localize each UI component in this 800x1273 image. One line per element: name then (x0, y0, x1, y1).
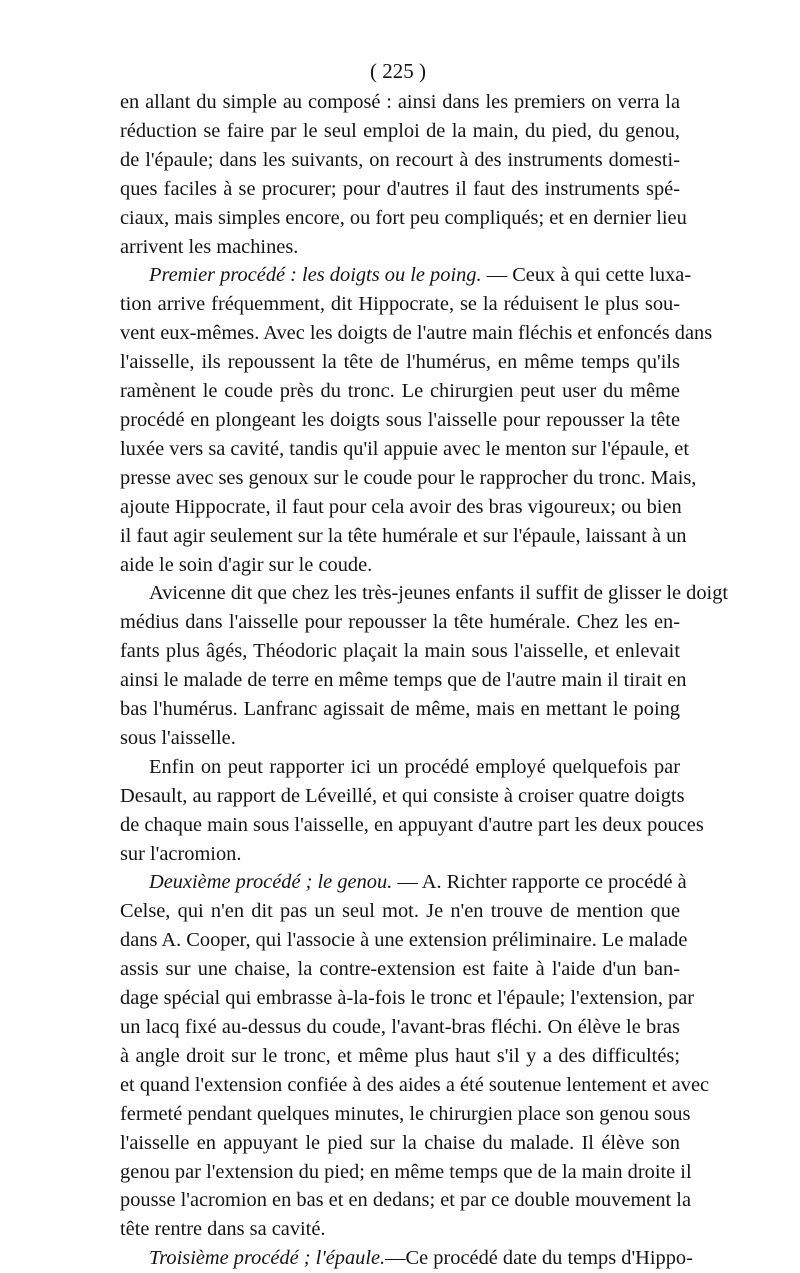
text-line: ciaux, mais simples encore, ou fort peu compliqués; et en dernier lieu (120, 206, 687, 229)
section-heading: Troisième procédé ; l'épaule. (149, 1247, 386, 1270)
text-line: sur l'acromion. (120, 842, 242, 865)
text-line: de chaque main sous l'aisselle, en appuyant d'autre part les deux pouces (120, 813, 704, 836)
text-line: arrivent les machines. (120, 235, 299, 258)
text-line: fermeté pendant quelques minutes, le chirurgien place son genou sous (120, 1102, 691, 1125)
paragraph (120, 579, 729, 752)
text-line: Avicenne dit que chez les très-jeunes enfants il suffit de glisser le doigt (149, 582, 729, 605)
text-line: aide le soin d'agir sur le coude. (120, 553, 373, 576)
text-line: médius dans l'aisselle pour repousser la tête humérale. Chez les en- (120, 611, 680, 634)
text-line: dans A. Cooper, qui l'associe à une extension préliminaire. Le malade (120, 929, 688, 952)
text-line: tête rentre dans sa cavité. (120, 1218, 326, 1241)
text-line: l'aisselle en appuyant le pied sur la chaise du malade. Il élève son (120, 1131, 680, 1154)
text-line: ramènent le coude près du tronc. Le chirurgien peut user du même (120, 380, 680, 403)
paragraph (120, 753, 704, 869)
text-line: l'aisselle, ils repoussent la tête de l'humérus, en même temps qu'ils (120, 351, 680, 374)
text-line: presse avec ses genoux sur le coude pour le rapprocher du tronc. Mais, (120, 466, 697, 489)
text-line: assis sur une chaise, la contre-extension est faite à l'aide d'un ban- (120, 958, 680, 981)
text-line: réduction se faire par le seul emploi de la main, du pied, du genou, (120, 119, 680, 142)
paragraph (120, 88, 687, 261)
text-line: à angle droit sur le tronc, et même plus haut s'il y a des difficultés; (120, 1044, 680, 1067)
book-page (120, 58, 729, 1273)
text-line: Enfin on peut rapporter ici un procédé employé quelquefois par (149, 755, 680, 778)
text-fragment: — A. Richter rapporte ce procédé à (392, 871, 687, 894)
text-line: et quand l'extension confiée à des aides a été soutenue lentement et avec (120, 1073, 710, 1096)
text-line: bas l'humérus. Lanfranc agissait de même, mais en mettant le poing (120, 698, 680, 721)
section-heading: Deuxième procédé ; le genou. (149, 871, 393, 894)
text-line: procédé en plongeant les doigts sous l'aisselle pour repousser la tête (120, 408, 680, 431)
text-line: genou par l'extension du pied; en même temps que de la main droite il (120, 1160, 692, 1183)
text-line (120, 868, 687, 897)
text-line: luxée vers sa cavité, tandis qu'il appuie avec le menton sur l'épaule, et (120, 437, 690, 460)
text-line: de l'épaule; dans les suivants, on recourt à des instruments domesti- (120, 148, 680, 171)
text-line: en allant du simple au composé : ainsi dans les premiers on verra la (120, 91, 680, 113)
text-line: ques faciles à se procurer; pour d'autres il faut des instruments spé- (120, 177, 680, 200)
text-line: un lacq fixé au-dessus du coude, l'avant-bras fléchi. On élève le bras (120, 1016, 680, 1038)
paragraph (120, 1244, 693, 1273)
text-line: dage spécial qui embrasse à-la-fois le tronc et l'épaule; l'extension, par (120, 987, 695, 1010)
text-line: il faut agir seulement sur la tête humérale et sur l'épaule, laissant à un (120, 524, 687, 547)
text-line: Desault, au rapport de Léveillé, et qui consiste à croiser quatre doigts (120, 784, 685, 807)
text-line: tion arrive fréquemment, dit Hippocrate, se la réduisent le plus sou- (120, 293, 680, 316)
text-fragment: — Ceux à qui cette luxa- (481, 264, 692, 287)
text-line: ajoute Hippocrate, il faut pour cela avoir des bras vigoureux; ou bien (120, 495, 682, 518)
section-heading: Premier procédé : les doigts ou le poing. (149, 264, 482, 287)
text-line: vent eux-mêmes. Avec les doigts de l'autre main fléchis et enfoncés dans (120, 322, 713, 345)
paragraph (120, 261, 713, 579)
text-line: pousse l'acromion en bas et en dedans; et par ce double mouvement la (120, 1189, 692, 1212)
text-line: Celse, qui n'en dit pas un seul mot. Je n'en trouve de mention que (120, 900, 680, 923)
paragraph (120, 868, 710, 1244)
text-fragment: —Ce procédé date du temps d'Hippo- (385, 1247, 693, 1270)
text-line: ainsi le malade de terre en même temps que de l'autre main il tirait en (120, 669, 687, 692)
text-line (120, 261, 692, 290)
page-number: ( 225 ) (370, 59, 426, 83)
text-line: fants plus âgés, Théodoric plaçait la main sous l'aisselle, et enlevait (120, 640, 680, 663)
text-line: sous l'aisselle. (120, 726, 236, 749)
text-line (120, 1244, 693, 1273)
